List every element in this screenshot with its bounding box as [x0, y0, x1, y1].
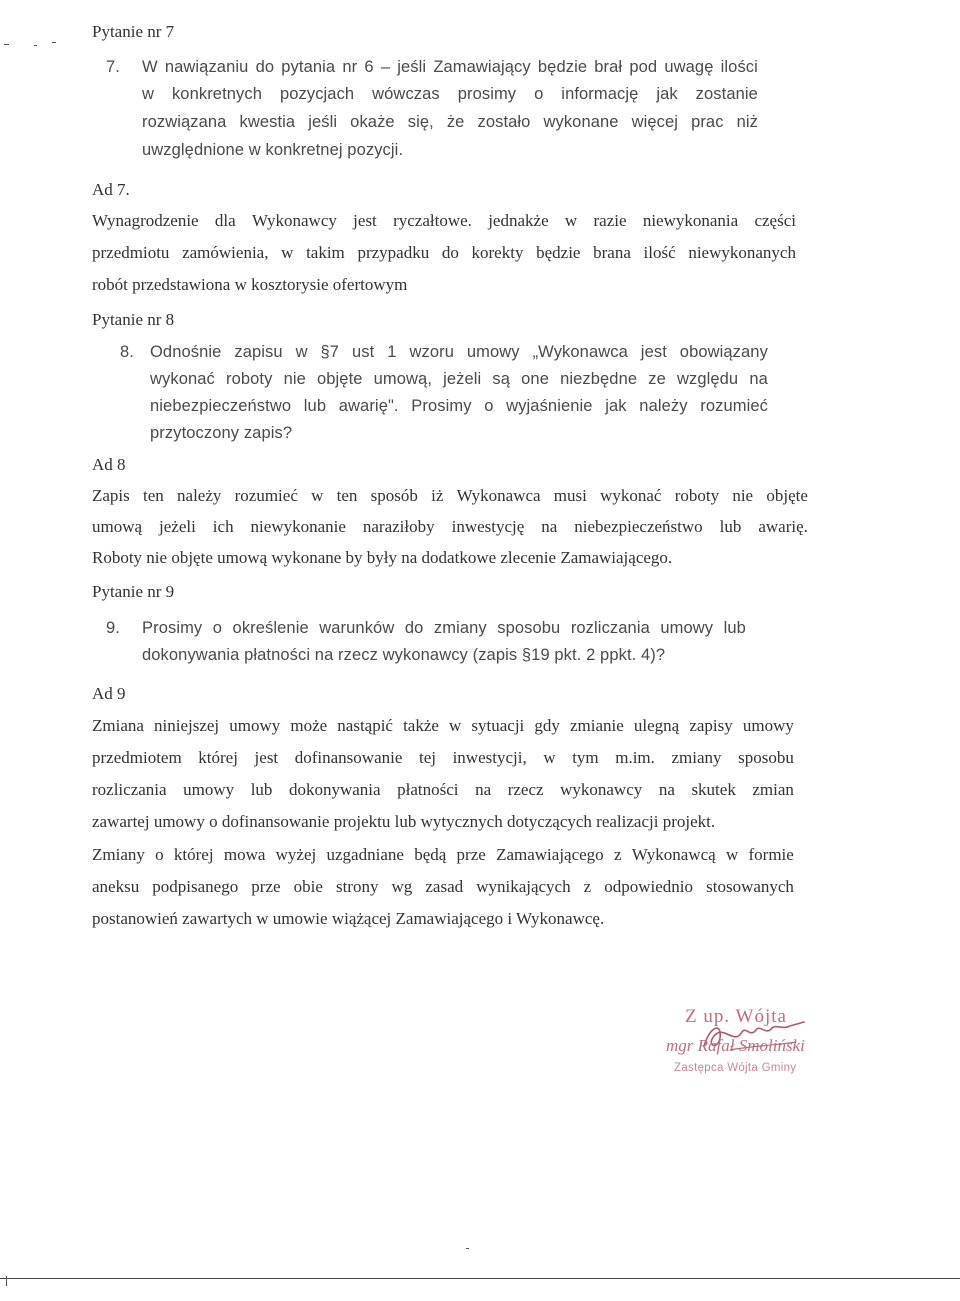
question-9-number: 9.	[106, 619, 120, 637]
question-8-heading: Pytanie nr 8	[92, 310, 175, 329]
answer-9-line-6: aneksu podpisanego prze obie strony wg zasad wynikających z odpowiednio stosowanych	[92, 877, 794, 896]
answer-7-line-1: Wynagrodzenie dla Wykonawcy jest ryczałtowe. jednakże w razie niewykonania części	[92, 211, 796, 230]
question-7-heading: Pytanie nr 7	[92, 22, 175, 41]
answer-7-line-2: przedmiotu zamówienia, w takim przypadku do korekty będzie brana ilość niewykonanych	[92, 243, 796, 262]
answer-9-line-4: zawartej umowy o dofinansowanie projektu lub wytycznych dotyczących realizacji projekt.	[92, 812, 716, 831]
answer-7-line-3: robót przedstawiona w kosztorysie ofertowym	[92, 275, 408, 294]
question-9-line-2: dokonywania płatności na rzecz wykonawcy (zapis §19 pkt. 2 ppkt. 4)?	[142, 646, 666, 664]
answer-9-line-3: rozliczania umowy lub dokonywania płatności na rzecz wykonawcy na skutek zmian	[92, 780, 794, 799]
answer-8-line-1: Zapis ten należy rozumieć w ten sposób iż Wykonawca musi wykonać roboty nie objęte	[92, 486, 808, 505]
question-7-line-1: W nawiązaniu do pytania nr 6 – jeśli Zamawiający będzie brał pod uwagę ilości	[142, 58, 758, 76]
answer-9-line-1: Zmiana niniejszej umowy może nastąpić także w sytuacji gdy zmianie ulegną zapisy umowy	[92, 716, 794, 735]
answer-8-line-3: Roboty nie objęte umową wykonane by były na dodatkowe zlecenie Zamawiającego.	[92, 548, 673, 567]
scan-mark	[34, 45, 37, 46]
answer-9-line-5: Zmiany o której mowa wyżej uzgadniane będą prze Zamawiającego z Wykonawcą w formie	[92, 845, 794, 864]
scan-mark	[466, 1248, 469, 1249]
official-stamp	[660, 1002, 860, 1092]
question-8-line-3: niebezpieczeństwo lub awarię". Prosimy o wyjaśnienie jak należy rozumieć	[150, 397, 768, 415]
stamp-line-1: Z up. Wójta	[685, 1006, 787, 1027]
stamp-line-2: mgr Rafał Smoliński	[666, 1036, 805, 1055]
answer-7-heading: Ad 7.	[92, 180, 130, 199]
question-8-number: 8.	[120, 343, 134, 361]
scan-edge-line	[0, 1278, 960, 1279]
answer-9-line-7: postanowień zawartych w umowie wiążącej Zamawiającego i Wykonawcę.	[92, 909, 605, 928]
scan-mark	[4, 44, 9, 45]
question-9-heading: Pytanie nr 9	[92, 582, 175, 601]
question-7-line-4: uwzględnione w konkretnej pozycji.	[142, 141, 404, 159]
question-7-line-2: w konkretnych pozycjach wówczas prosimy o informację jak zostanie	[142, 85, 758, 103]
answer-9-line-2: przedmiotem której jest dofinansowanie tej inwestycji, w tym m.im. zmiany sposobu	[92, 748, 794, 767]
answer-8-line-2: umową jeżeli ich niewykonanie naraziłoby inwestycję na niebezpieczeństwo lub awarię.	[92, 517, 808, 536]
question-8-line-2: wykonać roboty nie objęte umową, jeżeli są one niezbędne ze względu na	[150, 370, 768, 388]
question-8-line-4: przytoczony zapis?	[150, 424, 293, 442]
scan-mark	[52, 42, 56, 43]
scan-mark	[6, 1276, 7, 1286]
answer-8-heading: Ad 8	[92, 455, 126, 474]
question-7-number: 7.	[106, 58, 120, 76]
question-9-line-1: Prosimy o określenie warunków do zmiany sposobu rozliczania umowy lub	[142, 619, 746, 637]
question-8-line-1: Odnośnie zapisu w §7 ust 1 wzoru umowy „Wykonawca jest obowiązany	[150, 343, 768, 361]
stamp-line-3: Zastępca Wójta Gminy	[674, 1062, 797, 1074]
question-7-line-3: rozwiązana kwestia jeśli okaże się, że zostało wykonane więcej prac niż	[142, 113, 758, 131]
answer-9-heading: Ad 9	[92, 684, 126, 703]
